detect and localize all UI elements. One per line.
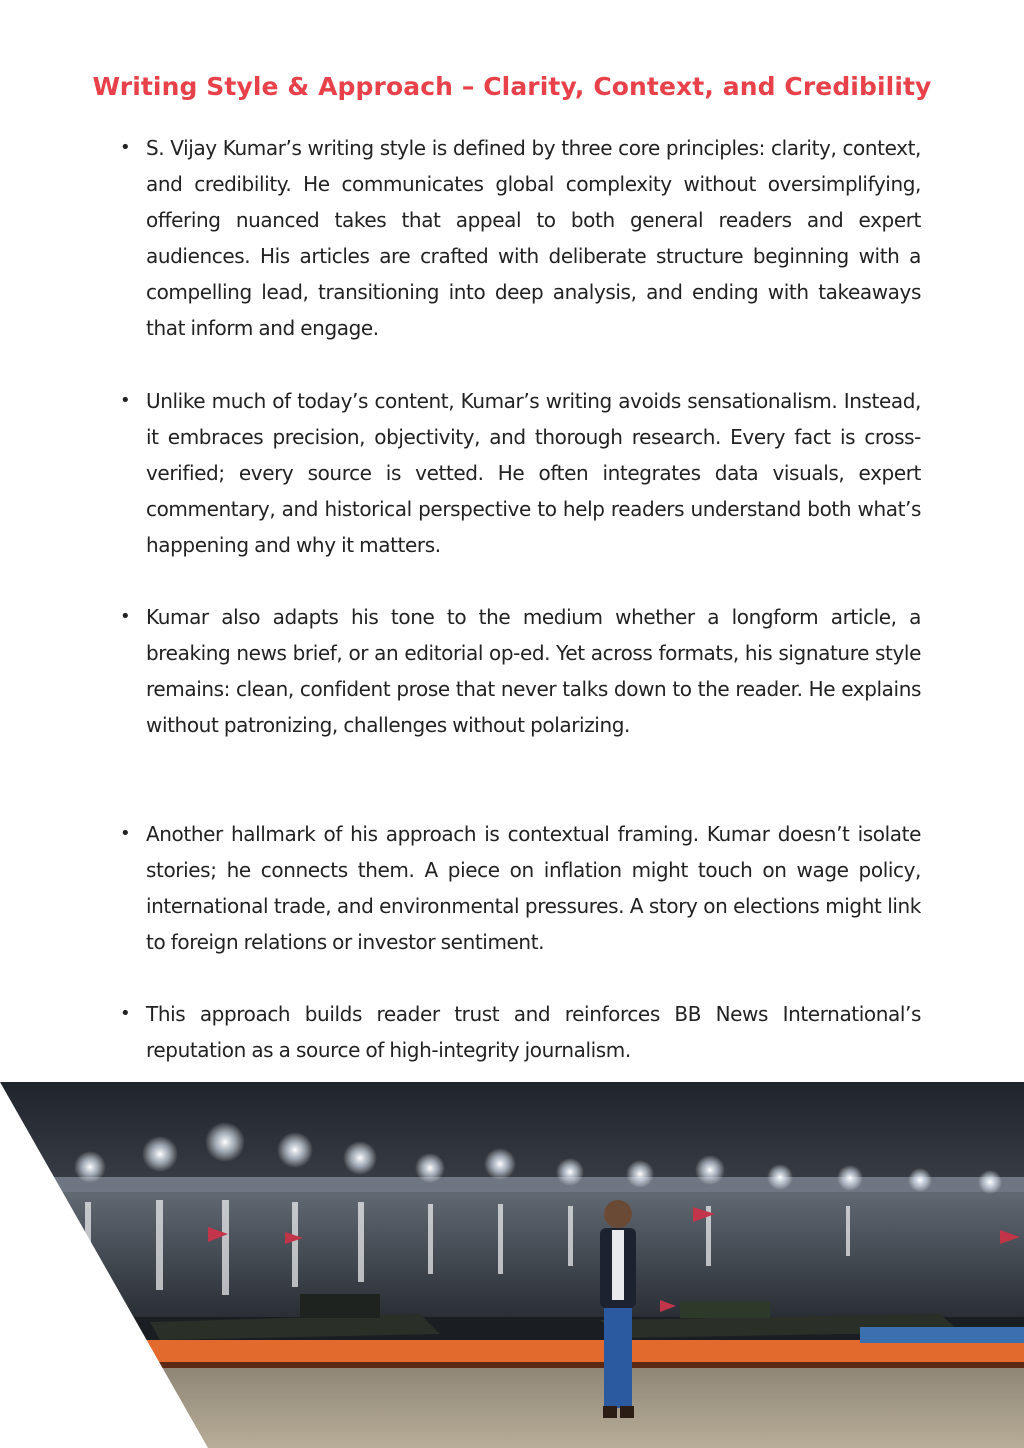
person-figure bbox=[600, 1200, 636, 1418]
river-water bbox=[0, 1197, 1024, 1317]
photo-illustration bbox=[0, 1082, 1024, 1448]
bullet-paragraph: • Another hallmark of his approach is contextual framing. Kumar doesn’t isolate stories; he connects them. A piece on inflation might touch on wage policy, international trade, and environmental pressures. A story on elections might link to foreign relations or investor sentiment. bbox=[146, 816, 921, 960]
page-title: Writing Style & Approach – Clarity, Context, and Credibility bbox=[92, 72, 932, 101]
bullet-paragraph: • This approach builds reader trust and reinforces BB News International’s reputation as a source of high-integrity journalism. bbox=[146, 996, 921, 1068]
bullet-paragraph: • S. Vijay Kumar’s writing style is defined by three core principles: clarity, context, and credibility. He communicates global complexity without oversimplifying, offering nuanced takes that appeal to both general readers and expert audiences. His articles are crafted with deliberate structure beginning with a compelling lead, transitioning into deep analysis, and ending with takeaways that inform and engage. bbox=[146, 130, 921, 346]
riverside-night-photo bbox=[0, 1082, 1024, 1448]
bullet-paragraph: • Unlike much of today’s content, Kumar’s writing avoids sensationalism. Instead, it embraces precision, objectivity, and thorough research. Every fact is cross-verified; every source is vetted. He often integrates data visuals, expert commentary, and historical perspective to help readers understand both what’s happening and why it matters. bbox=[146, 383, 921, 563]
bullet-paragraph: • Kumar also adapts his tone to the medium whether a longform article, a breaking news brief, or an editorial op-ed. Yet across formats, his signature style remains: clean, confident prose that never talks down to the reader. He explains without patronizing, challenges without polarizing. bbox=[146, 599, 921, 743]
